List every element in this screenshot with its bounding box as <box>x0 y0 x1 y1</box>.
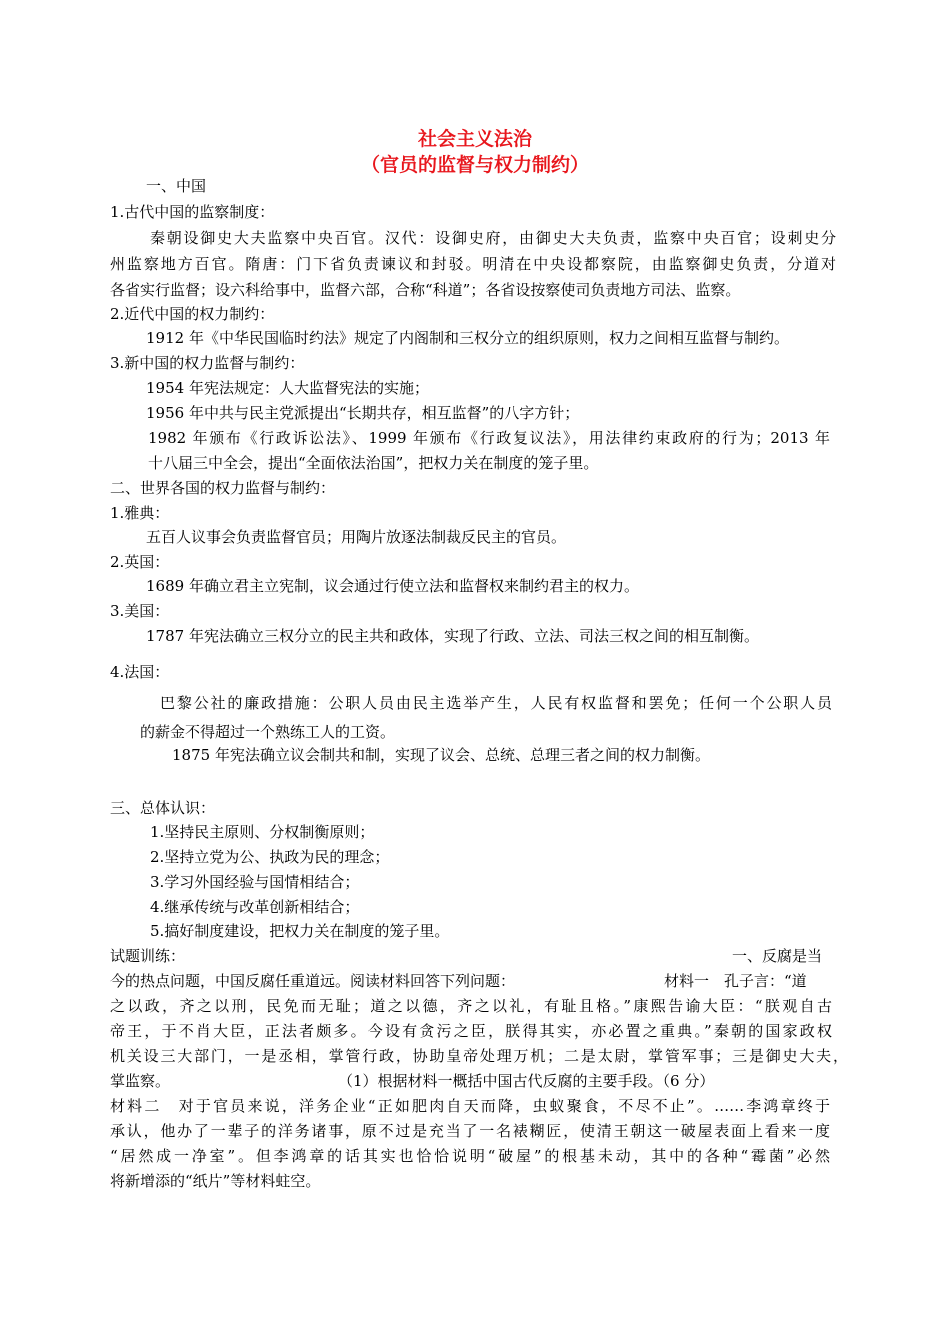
question-1: （1）根据材料一概括中国古代反腐的主要手段。（6 分） <box>338 1072 715 1090</box>
point-heading: 1.古代中国的监察制度： <box>110 203 275 221</box>
section-heading-china: 一、中国 <box>146 177 207 195</box>
point-heading: 1.雅典： <box>110 504 170 522</box>
paragraph-line: 掌监察。 <box>110 1072 171 1090</box>
list-item: 1.坚持民主原则、分权制衡原则； <box>150 823 375 841</box>
point-heading: 2.近代中国的权力制约： <box>110 305 275 323</box>
paragraph-line: 1954 年宪法规定：人大监督宪法的实施； <box>146 379 429 397</box>
paragraph-line: 1956 年中共与民主党派提出“长期共存，相互监督”的八字方针； <box>146 404 580 422</box>
section-heading-summary: 三、总体认识： <box>110 799 216 817</box>
paragraph-line: 1875 年宪法确立议会制共和制，实现了议会、总统、总理三者之间的权力制衡。 <box>172 746 710 764</box>
paragraph-line: 1787 年宪法确立三权分立的民主共和政体，实现了行政、立法、司法三权之间的相互制衡。 <box>146 627 759 645</box>
paragraph-line: 今的热点问题，中国反腐任重道远。阅读材料回答下列问题： <box>110 972 516 990</box>
paragraph-line: 1689 年确立君主立宪制，议会通过行使立法和监督权来制约君主的权力。 <box>146 577 639 595</box>
point-heading: 2.英国： <box>110 553 170 571</box>
paragraph-line: 十八届三中全会，提出“全面依法治国”，把权力关在制度的笼子里。 <box>148 454 599 472</box>
section-heading-world: 二、世界各国的权力监督与制约： <box>110 479 336 497</box>
paragraph-line: 材料二 对于官员来说，洋务企业“正如肥肉自天而降，虫蚁聚食，不尽不止”。……李鸿章终于 <box>110 1097 830 1115</box>
paragraph-line: 的薪金不得超过一个熟练工人的工资。 <box>140 723 396 741</box>
paragraph-line: 秦朝设御史大夫监察中央百官。汉代：设御史府，由御史大夫负责，监察中央百官；设刺史分 <box>150 229 836 247</box>
point-heading: 3.美国： <box>110 602 170 620</box>
practice-label: 试题训练： <box>110 947 186 965</box>
paragraph-line: 巴黎公社的廉政措施：公职人员由民主选举产生，人民有权监督和罢免；任何一个公职人员 <box>160 694 832 712</box>
paragraph-line: 承认，他办了一辈子的洋务诸事，原不过是充当了一名裱糊匠，使清王朝这一破屋表面上看来一度 <box>110 1122 830 1140</box>
paragraph-line: 州监察地方百官。隋唐：门下省负责谏议和封驳。明清在中央设都察院，由监察御史负责，分道对 <box>110 255 836 273</box>
paragraph-line: 各省实行监督；设六科给事中，监督六部，合称“科道”；各省设按察使司负责地方司法、监察。 <box>110 281 741 299</box>
list-item: 2.坚持立党为公、执政为民的理念； <box>150 848 390 866</box>
paragraph-line: 将新增添的“纸片”等材料蛀空。 <box>110 1172 321 1190</box>
point-heading: 3.新中国的权力监督与制约： <box>110 354 305 372</box>
paragraph-line: 帝王，于不肖大臣，正法者颇多。今设有贪污之臣，朕得其实，亦必置之重典。”秦朝的国家政权 <box>110 1022 832 1040</box>
document-subtitle: （官员的监督与权力制约） <box>360 154 589 176</box>
paragraph-line: “居然成一净室”。但李鸿章的话其实也恰恰说明“破屋”的根基未动，其中的各种“霉菌”必然 <box>110 1147 830 1165</box>
paragraph-line: 之以政，齐之以刑，民免而无耻；道之以德，齐之以礼，有耻且格。”康熙告谕大臣：“朕观自古 <box>110 997 832 1015</box>
point-heading: 4.法国： <box>110 663 170 681</box>
question-start: 一、反腐是当 <box>732 947 823 965</box>
list-item: 5.搞好制度建设，把权力关在制度的笼子里。 <box>150 922 450 940</box>
material-one-label: 材料一 孔子言：“道 <box>664 972 807 990</box>
list-item: 3.学习外国经验与国情相结合； <box>150 873 360 891</box>
document-title: 社会主义法治 <box>417 128 532 150</box>
paragraph-line: 五百人议事会负责监督官员；用陶片放逐法制裁反民主的官员。 <box>146 528 567 546</box>
list-item: 4.继承传统与改革创新相结合； <box>150 898 360 916</box>
paragraph-line: 机关设三大部门，一是丞相，掌管行政，协助皇帝处理万机；二是太尉，掌管军事；三是御史大夫， <box>110 1047 848 1065</box>
paragraph-line: 1982 年颁布《行政诉讼法》、1999 年颁布《行政复议法》，用法律约束政府的行为；2013 年 <box>148 429 830 447</box>
paragraph-line: 1912 年《中华民国临时约法》规定了内阁制和三权分立的组织原则，权力之间相互监督与制约。 <box>146 329 789 347</box>
